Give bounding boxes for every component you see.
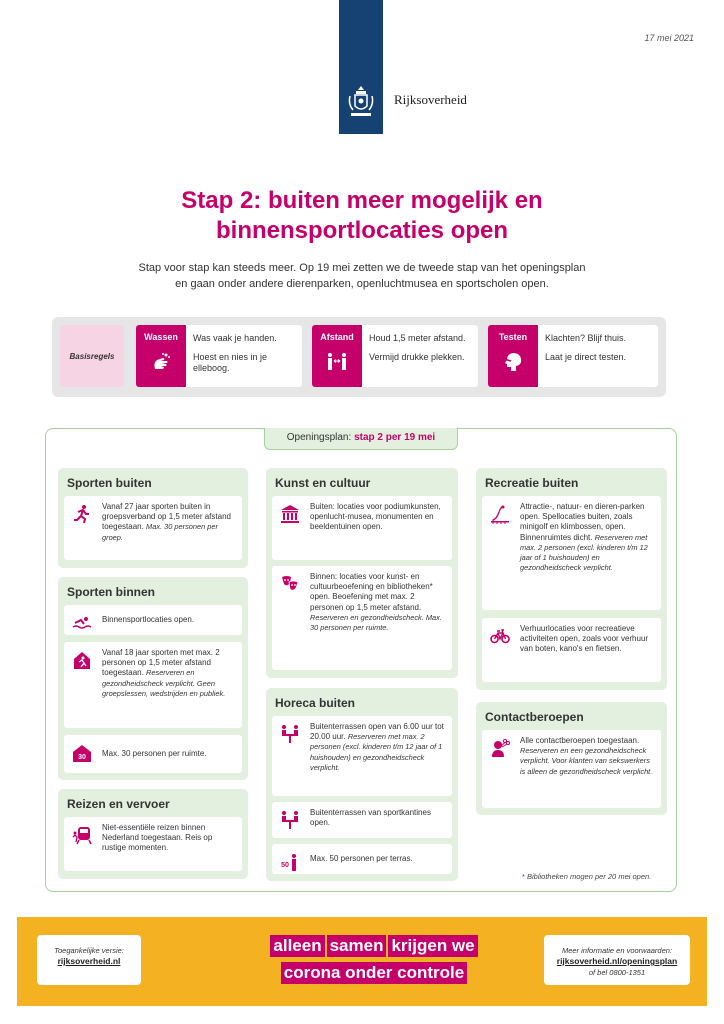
slogan-word: corona onder controle	[281, 962, 467, 984]
title-line-2: binnensportlocaties open	[215, 217, 509, 244]
slogan-word: alleen	[270, 935, 324, 957]
item-main-text: Alle contactberoepen toegestaan.	[520, 736, 640, 745]
rule-text	[545, 333, 654, 363]
list-item	[64, 496, 242, 560]
distance-icon	[326, 351, 348, 373]
section-title: Sporten binnen	[67, 585, 155, 599]
section-title: Contactberoepen	[485, 710, 584, 724]
rule-tag-label: Testen	[498, 332, 528, 342]
max-30-icon	[72, 743, 92, 763]
date: 17 mei 2021	[644, 33, 694, 43]
item-text	[102, 615, 236, 625]
rule-tag-test	[488, 325, 538, 387]
item-text	[520, 736, 655, 777]
list-item	[272, 844, 452, 874]
list-item	[482, 730, 661, 808]
list-item	[482, 496, 661, 610]
more-info-link[interactable]: rijksoverheid.nl/openingsplan	[556, 956, 678, 966]
section-sporten-binnen	[58, 577, 248, 780]
section-contactberoepen	[476, 702, 667, 815]
item-text	[310, 722, 446, 773]
rule-tag-label: Afstand	[320, 332, 354, 342]
item-main-text: Binnensportlocaties open.	[102, 615, 195, 624]
item-text	[102, 823, 236, 854]
rule-tag-distance	[312, 325, 362, 387]
list-item	[64, 817, 242, 871]
item-text	[102, 502, 236, 543]
hairdresser-icon	[490, 738, 510, 758]
list-item	[272, 802, 452, 838]
terrace-icon	[280, 810, 300, 830]
item-note: Reserveren en gezondheidscheck verplicht. Geen groepslessen, wedstrijden en publiek.	[102, 668, 226, 698]
logo-bar	[339, 0, 383, 134]
accessible-version-link[interactable]: rijksoverheid.nl	[57, 956, 121, 966]
terrace-icon	[280, 724, 300, 744]
item-text	[310, 808, 446, 828]
list-item	[64, 642, 242, 728]
rule-tag-wash	[136, 325, 186, 387]
bicycle-icon	[490, 626, 510, 646]
list-item	[272, 716, 452, 796]
opening-plan-tab	[264, 428, 458, 450]
rule-wash	[136, 325, 302, 387]
more-info-box	[544, 935, 690, 985]
plan-tab-step: stap 2 per 19 mei	[354, 432, 436, 443]
item-text	[310, 502, 446, 533]
rule-text	[369, 333, 474, 363]
section-reizen	[58, 789, 248, 879]
item-main-text: Buitenterrassen open van 6.00 uur tot 20.00 uur.	[310, 722, 444, 742]
rule-test	[488, 325, 658, 387]
accessible-version-box	[37, 935, 141, 985]
section-title: Horeca buiten	[275, 696, 356, 710]
item-text	[102, 749, 236, 759]
slogan-row-2	[249, 962, 499, 984]
item-main-text: Attractie-, natuur- en dieren-parken open. Spellocaties buiten, zoals minigolf en klimbossen, open. Binnenruimtes dicht.	[520, 502, 645, 542]
item-note: Max. 30 personen per groep.	[102, 522, 218, 542]
footer-banner	[17, 917, 707, 1006]
rule-line-2: Laat je direct testen.	[545, 352, 627, 362]
swimming-icon	[72, 613, 92, 633]
basic-rules-panel	[52, 317, 666, 397]
item-note: Reserveren met max. 2 personen (excl. kinderen t/m 12 jaar of 1 huishouden) en gezondheidscheck verplicht.	[520, 532, 648, 573]
footnote-star: *	[522, 872, 525, 881]
rule-line-1: Houd 1,5 meter afstand.	[369, 333, 466, 343]
attraction-icon	[490, 504, 510, 524]
list-item	[64, 605, 242, 635]
title-line-1: Stap 2: buiten meer mogelijk en	[181, 187, 543, 214]
section-title: Kunst en cultuur	[275, 476, 371, 490]
svg-text:50: 50	[281, 862, 289, 869]
hand-wash-icon	[150, 351, 172, 373]
list-item	[64, 735, 242, 773]
item-text	[102, 648, 236, 699]
item-main-text: Max. 50 personen per terras.	[310, 854, 413, 863]
plan-tab-prefix: Openingsplan:	[286, 432, 355, 443]
rule-line-2: Vermijd drukke plekken.	[369, 352, 465, 362]
coat-of-arms-icon	[346, 84, 376, 120]
item-text	[310, 572, 446, 633]
item-main-text: Vanaf 18 jaar sporten met max. 2 personen op 1,5 meter afstand toegestaan.	[102, 648, 220, 678]
rule-distance	[312, 325, 478, 387]
item-main-text: Binnen: locaties voor kunst- en cultuurbeoefening en bibliotheken* open. Beoefening met max. 2 personen op 1,5 meter afstand.	[310, 572, 433, 612]
intro-line-1: Stap voor stap kan steeds meer. Op 19 mei zetten we de tweede stap van het openingsplan	[138, 262, 586, 274]
basic-rules-label: Basisregels	[60, 325, 124, 387]
footnote	[522, 872, 651, 881]
list-item	[482, 618, 661, 682]
rule-line-1: Klachten? Blijf thuis.	[545, 333, 627, 343]
item-note: Reserveren met max. 2 personen (excl. kinderen t/m 12 jaar of 1 huishouden) en gezondheidscheck verplicht.	[310, 732, 443, 772]
more-info-label: Meer informatie en voorwaarden:	[561, 946, 673, 955]
item-text	[310, 854, 446, 864]
max-50-icon	[280, 852, 300, 872]
section-kunst-cultuur	[266, 468, 458, 678]
footnote-text: Bibliotheken mogen per 20 mei open.	[524, 872, 652, 881]
item-main-text: Buitenterrassen van sportkantines open.	[310, 808, 431, 828]
theater-masks-icon	[280, 574, 300, 594]
intro-text	[80, 260, 644, 292]
rule-tag-label: Wassen	[144, 332, 178, 342]
section-recreatie-buiten	[476, 468, 667, 690]
item-note: Reserveren en gezondheidscheck. Max. 30 personen per ruimte.	[310, 612, 442, 633]
section-title: Sporten buiten	[67, 476, 152, 490]
rule-text	[193, 333, 298, 374]
museum-icon	[280, 504, 300, 524]
list-item	[272, 566, 452, 670]
item-text	[520, 624, 655, 655]
item-main-text: Niet-essentiële reizen binnen Nederland toegestaan. Reis op rustige momenten.	[102, 823, 213, 853]
item-main-text: Max. 30 personen per ruimte.	[102, 749, 207, 758]
slogan-word: krijgen we	[388, 935, 477, 957]
logo-text: Rijksoverheid	[394, 92, 467, 107]
intro-line-2: en gaan onder andere dierenparken, openluchtmusea en sportscholen open.	[175, 278, 549, 290]
slogan-word: samen	[327, 935, 387, 957]
section-sporten-buiten	[58, 468, 248, 568]
item-text	[520, 502, 655, 573]
svg-text:30: 30	[78, 754, 86, 761]
item-main-text: Verhuurlocaties voor recreatieve activiteiten open, zoals voor verhuur van boten, kano's en fietsen.	[520, 624, 649, 654]
item-main-text: Vanaf 27 jaar sporten buiten in groepsverband op 1,5 meter afstand toegestaan.	[102, 502, 231, 532]
test-icon	[502, 351, 524, 373]
rule-line-2: Hoest en nies in je elleboog.	[193, 352, 268, 373]
train-icon	[72, 825, 92, 845]
item-main-text: Buiten: locaties voor podiumkunsten, openlucht-musea, monumenten en beeldentuinen open.	[310, 502, 441, 532]
accessible-version-label: Toegankelijke versie:	[54, 946, 124, 955]
section-title: Recreatie buiten	[485, 476, 579, 490]
running-icon	[72, 504, 92, 524]
slogan	[249, 935, 499, 989]
indoor-sport-icon	[72, 650, 92, 670]
more-info-phone: of bel 0800-1351	[588, 968, 646, 977]
list-item	[272, 496, 452, 560]
slogan-row-1	[249, 935, 499, 957]
item-note: Reserveren en een gezondheidscheck verplicht. Voor klanten van sekswerkers is alleen de gezondheidscheck verplicht.	[520, 746, 653, 776]
rule-line-1: Was vaak je handen.	[193, 333, 277, 343]
section-title: Reizen en vervoer	[67, 797, 170, 811]
page-title	[0, 186, 724, 246]
section-horeca-buiten	[266, 688, 458, 881]
